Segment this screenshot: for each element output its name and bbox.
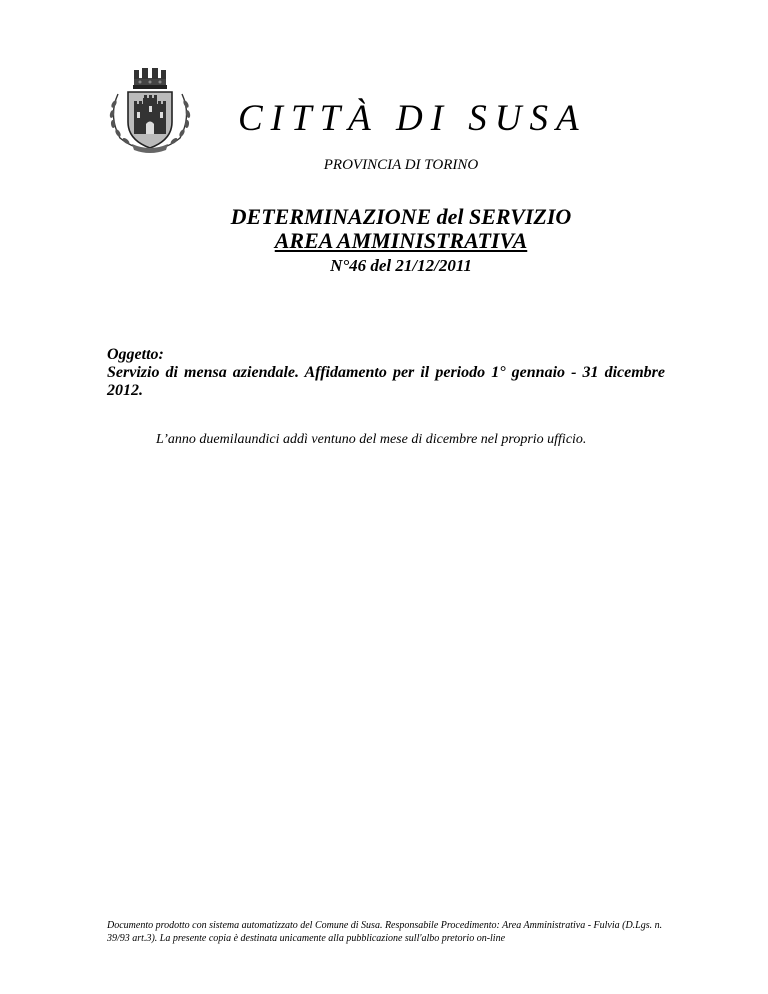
subject-block: [107, 346, 665, 400]
subject-text: Servizio di mensa aziendale. Affidamento per il periodo 1° gennaio - 31 dicembre 2012.: [107, 364, 665, 399]
determination-number: N°46 del 21/12/2011: [330, 256, 472, 275]
determination-area: AREA AMMINISTRATIVA: [274, 228, 528, 253]
city-coat-of-arms-icon: [104, 64, 196, 154]
determination-heading: [0, 205, 768, 277]
province-subtitle: PROVINCIA DI TORINO: [323, 157, 479, 173]
determination-title: DETERMINAZIONE del SERVIZIO: [230, 204, 572, 229]
opening-statement: L’anno duemilaundici addì ventuno del mese di dicembre nel proprio ufficio.: [156, 432, 587, 447]
footer-note: [107, 919, 682, 945]
footer-line-1: Documento prodotto con sistema automatizzato del Comune di Susa. Responsabile Procedimento: Area Amministrativa - Fulvia (D.Lgs. n.: [107, 920, 663, 931]
footer-line-2: 39/93 art.3). La presente copia è destinata unicamente alla pubblicazione sull'albo pretorio on-line: [107, 933, 506, 944]
subject-label: Oggetto:: [107, 346, 164, 363]
city-title: CITTÀ DI SUSA: [238, 98, 587, 139]
